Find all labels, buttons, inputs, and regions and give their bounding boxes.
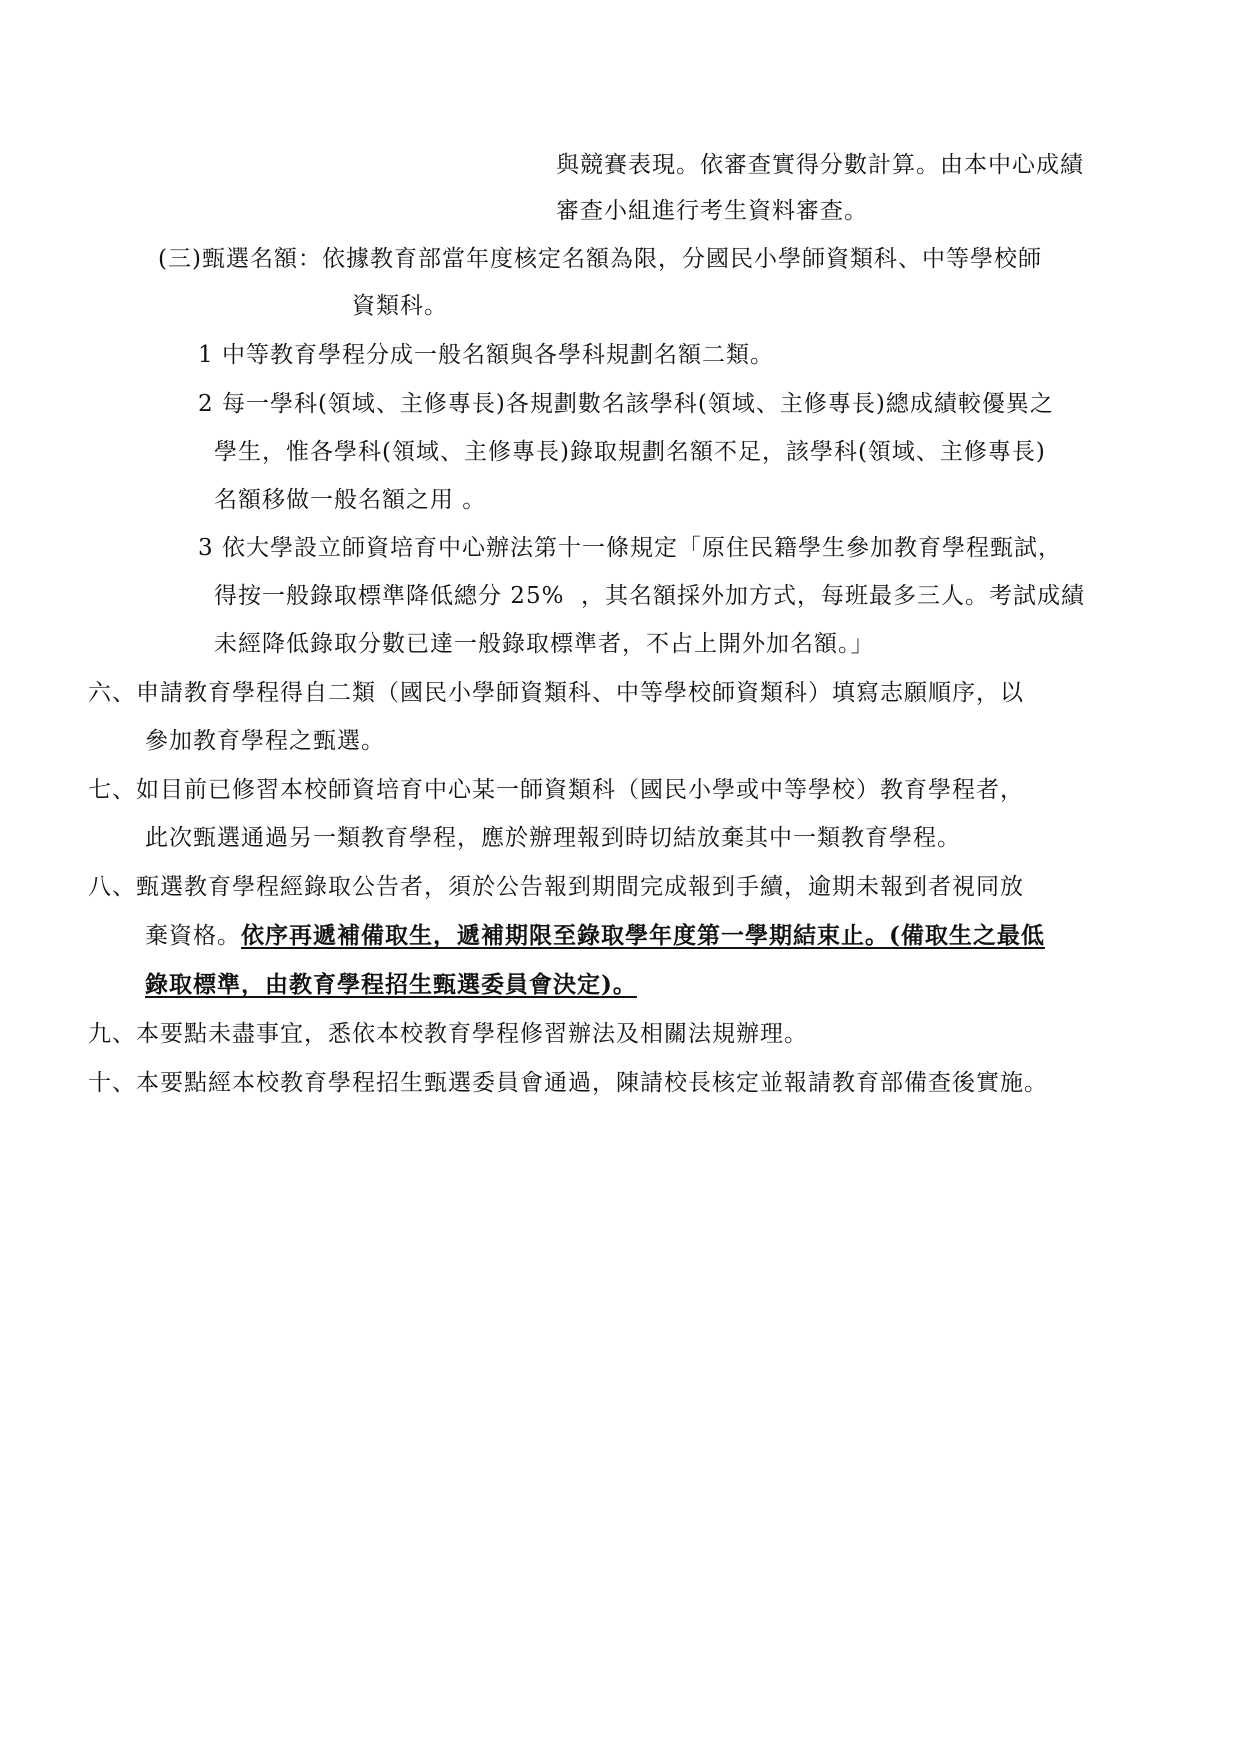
continued-line-2: 審查小組進行考生資料審查。 (556, 198, 868, 224)
quota-item-1: 1 中等教育學程分成一般名額與各學科規劃名額二類。 (198, 342, 774, 368)
section-10: 十、本要點經本校教育學程招生甄選委員會通過，陳請校長核定並報請教育部備查後實施。 (88, 1070, 1048, 1096)
section-8-line-2 (145, 921, 1045, 951)
quota-heading-line-1: (三)甄選名額：依據教育部當年度核定名額為限，分國民小學師資類科、中等學校師 (158, 246, 1042, 272)
quota-item-2-line-2: 學生，惟各學科(領域、主修專長)錄取規劃名額不足，該學科(領域、主修專長) (214, 439, 1046, 465)
quota-item-3-line-2: 得按一般錄取標準降低總分 25% ，其名額採外加方式，每班最多三人。考試成績 (214, 583, 1086, 609)
quota-item-2-line-1: 2 每一學科(領域、主修專長)各規劃數名該學科(領域、主修專長)總成績較優異之 (198, 391, 1054, 417)
quota-item-3-line-1: 3 依大學設立師資培育中心辦法第十一條規定「原住民籍學生參加教育學程甄試， (198, 535, 1062, 561)
section-8-plain-text: 棄資格。 (145, 923, 241, 949)
section-8-line-1: 八、甄選教育學程經錄取公告者，須於公告報到期間完成報到手續，逾期未報到者視同放 (88, 874, 1024, 900)
quota-item-3-line-3: 未經降低錄取分數已達一般錄取標準者，不占上開外加名額。」 (214, 631, 875, 657)
section-8-emphasis-text: 依序再遞補備取生，遞補期限至錄取學年度第一學期結束止。(備取生之最低 (241, 922, 1045, 949)
section-8-line-3: 錄取標準，由教育學程招生甄選委員會決定)。 (145, 971, 637, 998)
section-7-line-2: 此次甄選通過另一類教育學程，應於辦理報到時切結放棄其中一類教育學程。 (145, 825, 961, 851)
section-9: 九、本要點未盡事宜，悉依本校教育學程修習辦法及相關法規辦理。 (88, 1021, 808, 1047)
quota-item-2-line-3: 名額移做一般名額之用 。 (214, 487, 487, 513)
quota-heading-line-2: 資類科。 (352, 293, 448, 319)
section-7-line-1: 七、如目前已修習本校師資培育中心某一師資類科（國民小學或中等學校）教育學程者， (88, 777, 1024, 803)
section-6-line-2: 參加教育學程之甄選。 (145, 728, 385, 754)
section-6-line-1: 六、申請教育學程得自二類（國民小學師資類科、中等學校師資類科）填寫志願順序，以 (88, 680, 1024, 706)
continued-line-1: 與競賽表現。依審查實得分數計算。由本中心成績 (556, 152, 1084, 178)
